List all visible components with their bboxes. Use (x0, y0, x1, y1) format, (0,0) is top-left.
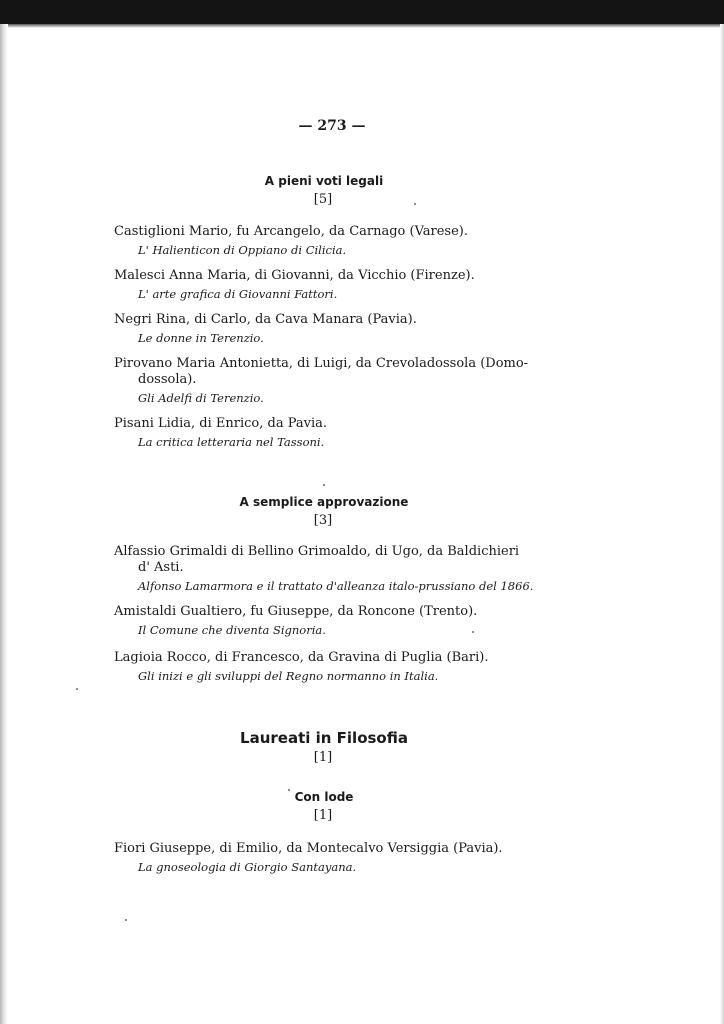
graduate-entry (114, 312, 538, 346)
section-heading-pieni-voti: A pieni voti legali (264, 174, 384, 188)
graduate-name: Negri Rina, di Carlo, da Cava Manara (Pavia). (114, 312, 417, 327)
thesis-title: Il Comune che diventa Signoria. (138, 623, 326, 637)
thesis-title: L' arte grafica di Giovanni Fattori. (138, 287, 338, 301)
subsection-count-con-lode: [1] (313, 808, 333, 823)
graduate-entry (114, 416, 538, 450)
section-heading-semplice-approvazione: A semplice approvazione (239, 495, 409, 509)
thesis-title: L' Halienticon di Oppiano di Cilicia. (138, 243, 347, 257)
thesis-title: La gnoseologia di Giorgio Santayana. (138, 860, 357, 874)
section-count-pieni-voti: [5] (313, 192, 333, 207)
scan-speck (323, 484, 325, 486)
scan-speck (472, 631, 474, 633)
section-count-semplice-approvazione: [3] (313, 513, 333, 528)
scan-speck (125, 919, 127, 921)
thesis-title: Le donne in Terenzio. (138, 331, 264, 345)
graduate-entry (114, 604, 538, 638)
graduate-name: Pisani Lidia, di Enrico, da Pavia. (114, 416, 327, 431)
graduate-entry (114, 544, 538, 594)
scan-top-shadow (0, 24, 724, 28)
thesis-title: Gli Adelfi di Terenzio. (138, 391, 264, 405)
graduate-entry (114, 268, 538, 302)
scan-speck (414, 203, 416, 205)
scan-top-border (0, 0, 724, 24)
thesis-title: Alfonso Lamarmora e il trattato d'alleanza italo-prussiano del 1866. (138, 579, 534, 593)
graduate-name-continued: dossola). (138, 372, 197, 387)
graduate-name-continued: d' Asti. (138, 560, 184, 575)
section-count-filosofia: [1] (313, 750, 333, 765)
graduate-name: Castiglioni Mario, fu Arcangelo, da Carnago (Varese). (114, 224, 469, 239)
graduate-entry (114, 650, 538, 684)
scan-speck (288, 789, 290, 791)
graduate-name: Malesci Anna Maria, di Giovanni, da Vicchio (Firenze). (114, 268, 475, 283)
graduate-entry (114, 841, 538, 875)
graduate-name: Lagioia Rocco, di Francesco, da Gravina di Puglia (Bari). (114, 650, 489, 665)
graduate-entry (114, 224, 538, 258)
thesis-title: La critica letteraria nel Tassoni. (138, 435, 325, 449)
subsection-heading-con-lode: Con lode (294, 790, 354, 804)
graduate-name: Alfassio Grimaldi di Bellino Grimoaldo, di Ugo, da Baldichieri (114, 544, 520, 559)
scan-right-edge (720, 24, 724, 1024)
scan-speck (76, 688, 78, 690)
thesis-title: Gli inizi e gli sviluppi del Regno normanno in Italia. (138, 669, 439, 683)
page-number: — 273 — (298, 118, 366, 134)
graduate-name: Pirovano Maria Antonietta, di Luigi, da Crevoladossola (Domo- (114, 356, 529, 371)
graduate-name: Fiori Giuseppe, di Emilio, da Montecalvo Versiggia (Pavia). (114, 841, 503, 856)
graduate-entry (114, 356, 538, 406)
section-heading-filosofia: Laureati in Filosofia (240, 729, 408, 747)
graduate-name: Amistaldi Gualtiero, fu Giuseppe, da Roncone (Trento). (114, 604, 478, 619)
